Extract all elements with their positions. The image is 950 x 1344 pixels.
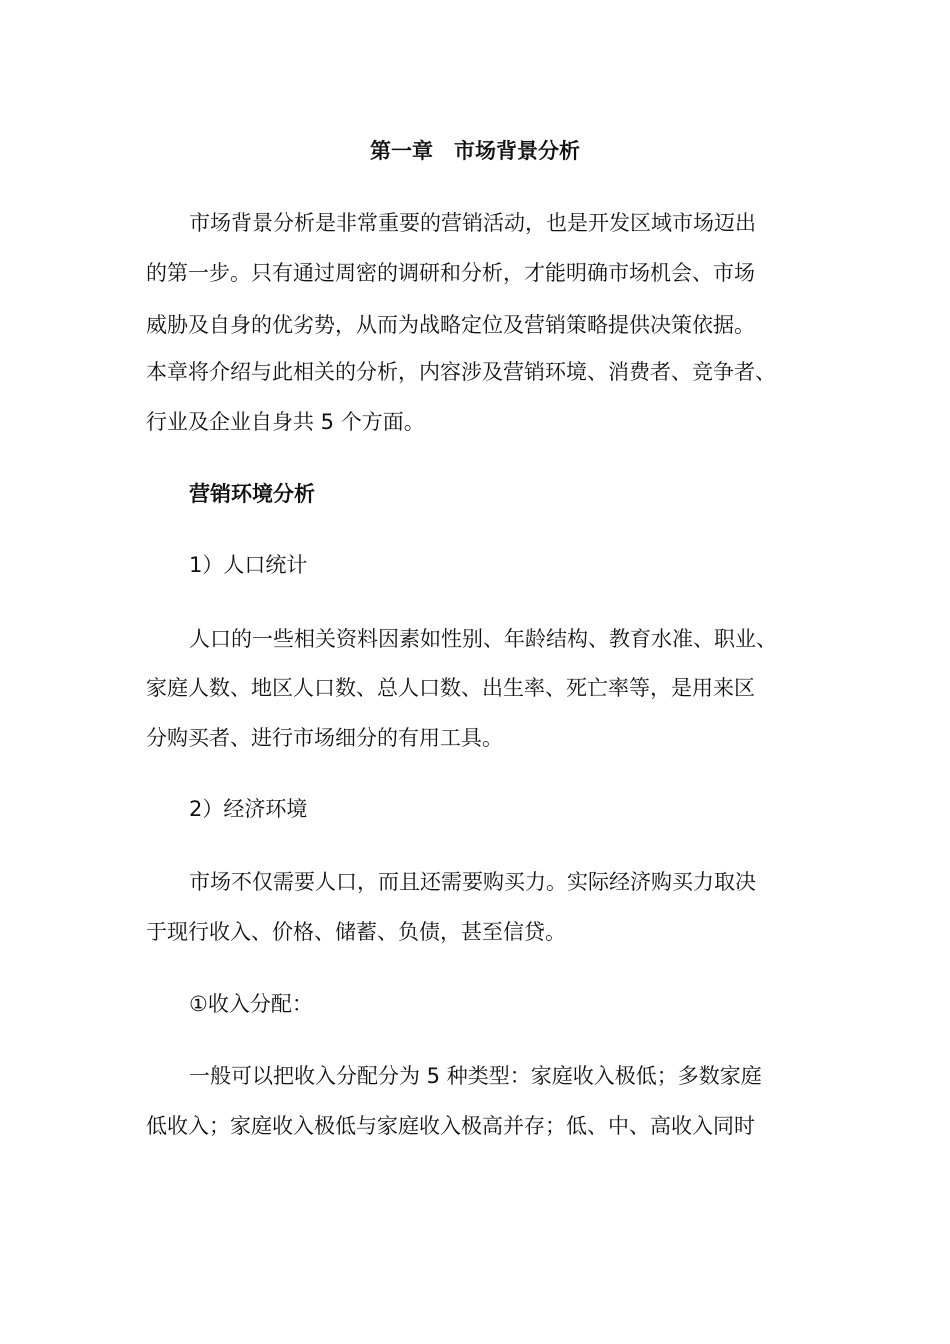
section-heading: 营销环境分析 [189, 482, 315, 506]
intro-line: 市场背景分析是非常重要的营销活动，也是开发区域市场迈出 [189, 211, 756, 235]
subsection-heading: ①收入分配： [189, 992, 313, 1016]
paragraph-line: 低收入；家庭收入极低与家庭收入极高并存；低、中、高收入同时 [146, 1114, 755, 1138]
chapter-title: 第一章 市场背景分析 [370, 139, 580, 163]
subsection-heading: 1）人口统计 [189, 553, 308, 577]
paragraph-line: 市场不仅需要人口，而且还需要购买力。实际经济购买力取决 [189, 870, 756, 894]
paragraph-line: 一般可以把收入分配分为 5 种类型：家庭收入极低；多数家庭 [189, 1064, 762, 1088]
intro-line: 本章将介绍与此相关的分析，内容涉及营销环境、消费者、竞争者、 [146, 360, 776, 384]
subsection-heading: 2）经济环境 [189, 797, 308, 821]
paragraph-line: 于现行收入、价格、储蓄、负债，甚至信贷。 [146, 920, 566, 944]
paragraph-line: 家庭人数、地区人口数、总人口数、出生率、死亡率等，是用来区 [146, 676, 755, 700]
intro-line: 的第一步。只有通过周密的调研和分析，才能明确市场机会、市场 [146, 261, 755, 285]
intro-line: 威胁及自身的优劣势，从而为战略定位及营销策略提供决策依据。 [146, 313, 755, 337]
paragraph-line: 分购买者、进行市场细分的有用工具。 [146, 726, 503, 750]
paragraph-line: 人口的一些相关资料因素如性别、年龄结构、教育水准、职业、 [189, 627, 777, 651]
intro-line: 行业及企业自身共 5 个方面。 [146, 410, 425, 434]
